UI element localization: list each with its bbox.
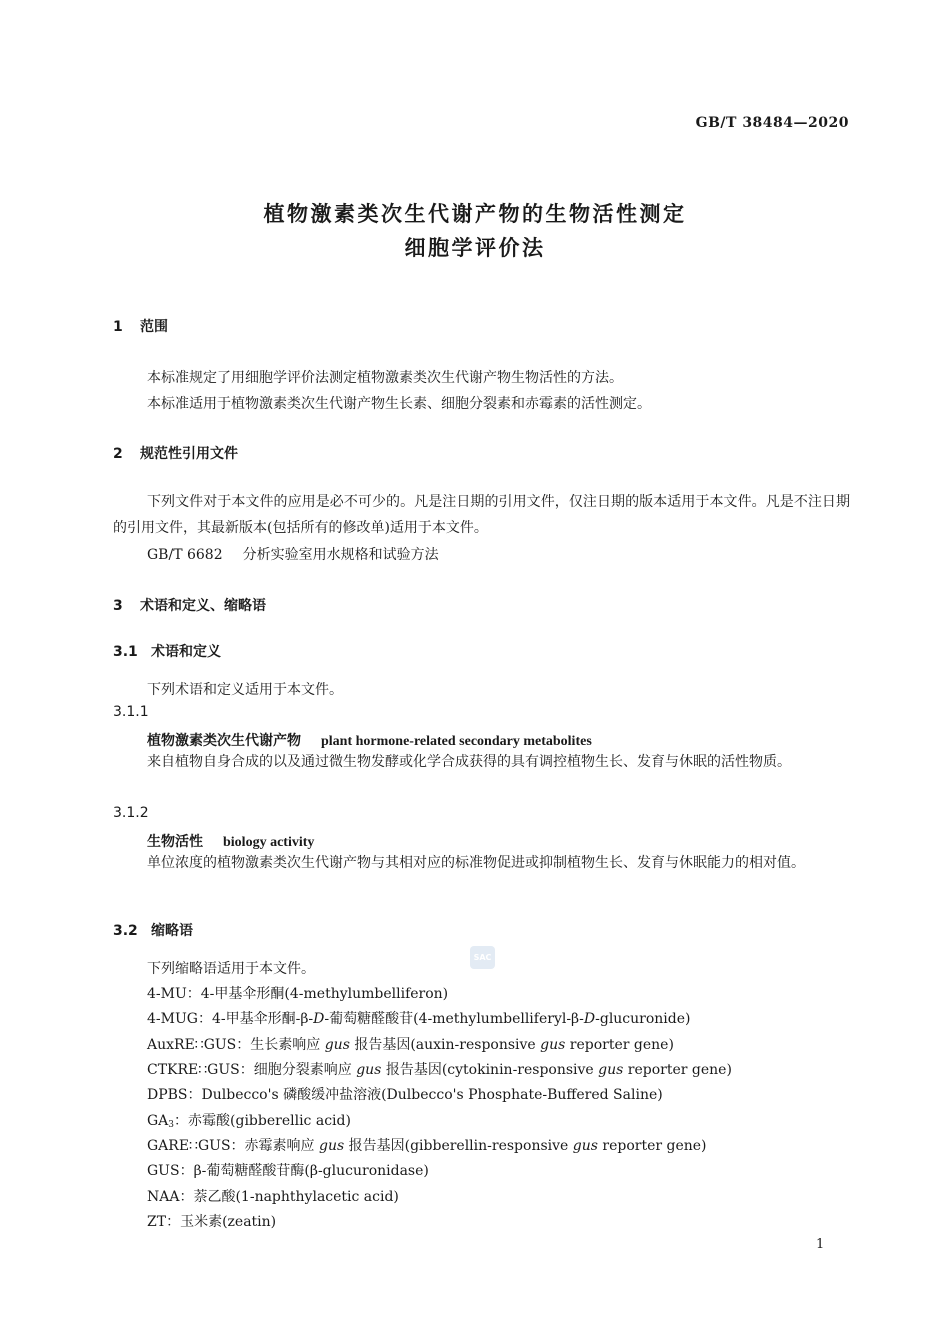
section-2-paragraph: 下列文件对于本文件的应用是必不可少的。凡是注日期的引用文件，仅注日期的版本适用于本文件。凡是不注日期的引用文件，其最新版本(包括所有的修改单)适用于本文件。 bbox=[113, 494, 850, 536]
abbr-italic: D bbox=[313, 1011, 325, 1027]
sac-watermark: SAC bbox=[470, 946, 495, 969]
reference-code: GB/T 6682 bbox=[147, 547, 223, 563]
term-number: 3.1.2 bbox=[113, 805, 149, 821]
section-number: 1 bbox=[113, 319, 123, 335]
abbreviation-item: DPBS：Dulbecco's 磷酸缓冲盐溶液(Dulbecco's Phosphate-Buffered Saline) bbox=[147, 1087, 663, 1103]
term-english: plant hormone-related secondary metabolites bbox=[321, 734, 592, 749]
abbr-italic: gus bbox=[324, 1037, 350, 1053]
abbreviation-item: NAA：萘乙酸(1-naphthylacetic acid) bbox=[147, 1189, 399, 1205]
section-number: 3 bbox=[113, 598, 123, 614]
section-1-heading bbox=[113, 316, 168, 336]
subsection-number: 3.1 bbox=[113, 644, 138, 660]
term-definition: 来自植物自身合成的以及通过微生物发酵或化学合成获得的具有调控植物生长、发育与休眠的活性物质。 bbox=[147, 754, 791, 770]
abbr-text: reporter gene) bbox=[597, 1138, 707, 1154]
section-1-paragraph-2: 本标准适用于植物激素类次生代谢产物生长素、细胞分裂素和赤霉素的活性测定。 bbox=[147, 396, 651, 412]
term-chinese: 生物活性 bbox=[147, 834, 203, 850]
normative-reference bbox=[147, 544, 439, 564]
abbr-text: ：赤霉酸(gibberellic acid) bbox=[174, 1113, 351, 1129]
term-entry bbox=[147, 831, 314, 851]
abbr-text: GARE∷GUS：赤霉素响应 bbox=[147, 1138, 319, 1154]
subsection-number: 3.2 bbox=[113, 923, 138, 939]
section-2-heading bbox=[113, 443, 238, 463]
abbr-text: 报告基因(cytokinin-responsive bbox=[381, 1062, 599, 1078]
section-title: 术语和定义、缩略语 bbox=[140, 598, 266, 614]
abbr-text: reporter gene) bbox=[565, 1037, 674, 1053]
abbreviations-intro: 下列缩略语适用于本文件。 bbox=[147, 961, 315, 977]
term-chinese: 植物激素类次生代谢产物 bbox=[147, 733, 301, 749]
abbr-italic: gus bbox=[598, 1062, 624, 1078]
abbreviation-item bbox=[147, 1008, 691, 1028]
term-definition: 单位浓度的植物激素类次生代谢产物与其相对应的标准物促进或抑制植物生长、发育与休眠能力的相对值。 bbox=[147, 855, 805, 871]
abbreviation-item: 4-MU：4-甲基伞形酮(4-methylumbelliferon) bbox=[147, 986, 449, 1002]
abbr-italic: gus bbox=[319, 1138, 345, 1154]
abbr-text: -glucuronide) bbox=[595, 1011, 691, 1027]
section-3-2-heading bbox=[113, 920, 193, 940]
reference-title: 分析实验室用水规格和试验方法 bbox=[242, 547, 439, 563]
abbr-text: 报告基因(auxin-responsive bbox=[349, 1037, 541, 1053]
abbreviation-item bbox=[147, 1110, 351, 1130]
abbr-text: 报告基因(gibberellin-responsive bbox=[344, 1138, 573, 1154]
section-1-paragraph-1: 本标准规定了用细胞学评价法测定植物激素类次生代谢产物生物活性的方法。 bbox=[147, 370, 623, 386]
title-line-2: 细胞学评价法 bbox=[404, 236, 546, 260]
abbr-text: AuxRE∷GUS：生长素响应 bbox=[147, 1037, 325, 1053]
abbreviation-item bbox=[147, 1135, 707, 1155]
abbr-text: 4-MUG：4-甲基伞形酮-β- bbox=[147, 1011, 314, 1027]
abbr-italic: gus bbox=[540, 1037, 566, 1053]
section-3-1-heading bbox=[113, 641, 221, 661]
terms-intro: 下列术语和定义适用于本文件。 bbox=[147, 682, 343, 698]
term-english: biology activity bbox=[223, 835, 315, 850]
section-title: 范围 bbox=[140, 319, 168, 335]
abbr-italic: D bbox=[583, 1011, 596, 1027]
abbr-italic: gus bbox=[356, 1062, 382, 1078]
abbr-text: reporter gene) bbox=[623, 1062, 732, 1078]
abbr-text: -葡萄糖醛酸苷(4-methylumbelliferyl-β- bbox=[324, 1011, 584, 1027]
subsection-title: 术语和定义 bbox=[151, 644, 221, 660]
abbreviation-item bbox=[147, 1034, 674, 1054]
section-3-heading bbox=[113, 595, 266, 615]
section-number: 2 bbox=[113, 446, 123, 462]
abbr-text: GA bbox=[147, 1113, 169, 1129]
page-number: 1 bbox=[816, 1237, 825, 1252]
term-entry bbox=[147, 730, 592, 750]
abbr-italic: gus bbox=[572, 1138, 598, 1154]
abbreviation-item: ZT：玉米素(zeatin) bbox=[147, 1214, 277, 1230]
section-title: 规范性引用文件 bbox=[140, 446, 238, 462]
title-line-1: 植物激素类次生代谢产物的生物活性测定 bbox=[263, 202, 687, 226]
abbreviation-item bbox=[147, 1059, 732, 1079]
term-number: 3.1.1 bbox=[113, 704, 149, 720]
document-number: GB/T 38484—2020 bbox=[695, 115, 849, 131]
subsection-title: 缩略语 bbox=[151, 923, 193, 939]
abbr-subscript: 3 bbox=[168, 1120, 175, 1130]
abbreviation-item: GUS：β-葡萄糖醛酸苷酶(β-glucuronidase) bbox=[147, 1163, 429, 1179]
abbr-text: CTKRE∷GUS：细胞分裂素响应 bbox=[147, 1062, 357, 1078]
